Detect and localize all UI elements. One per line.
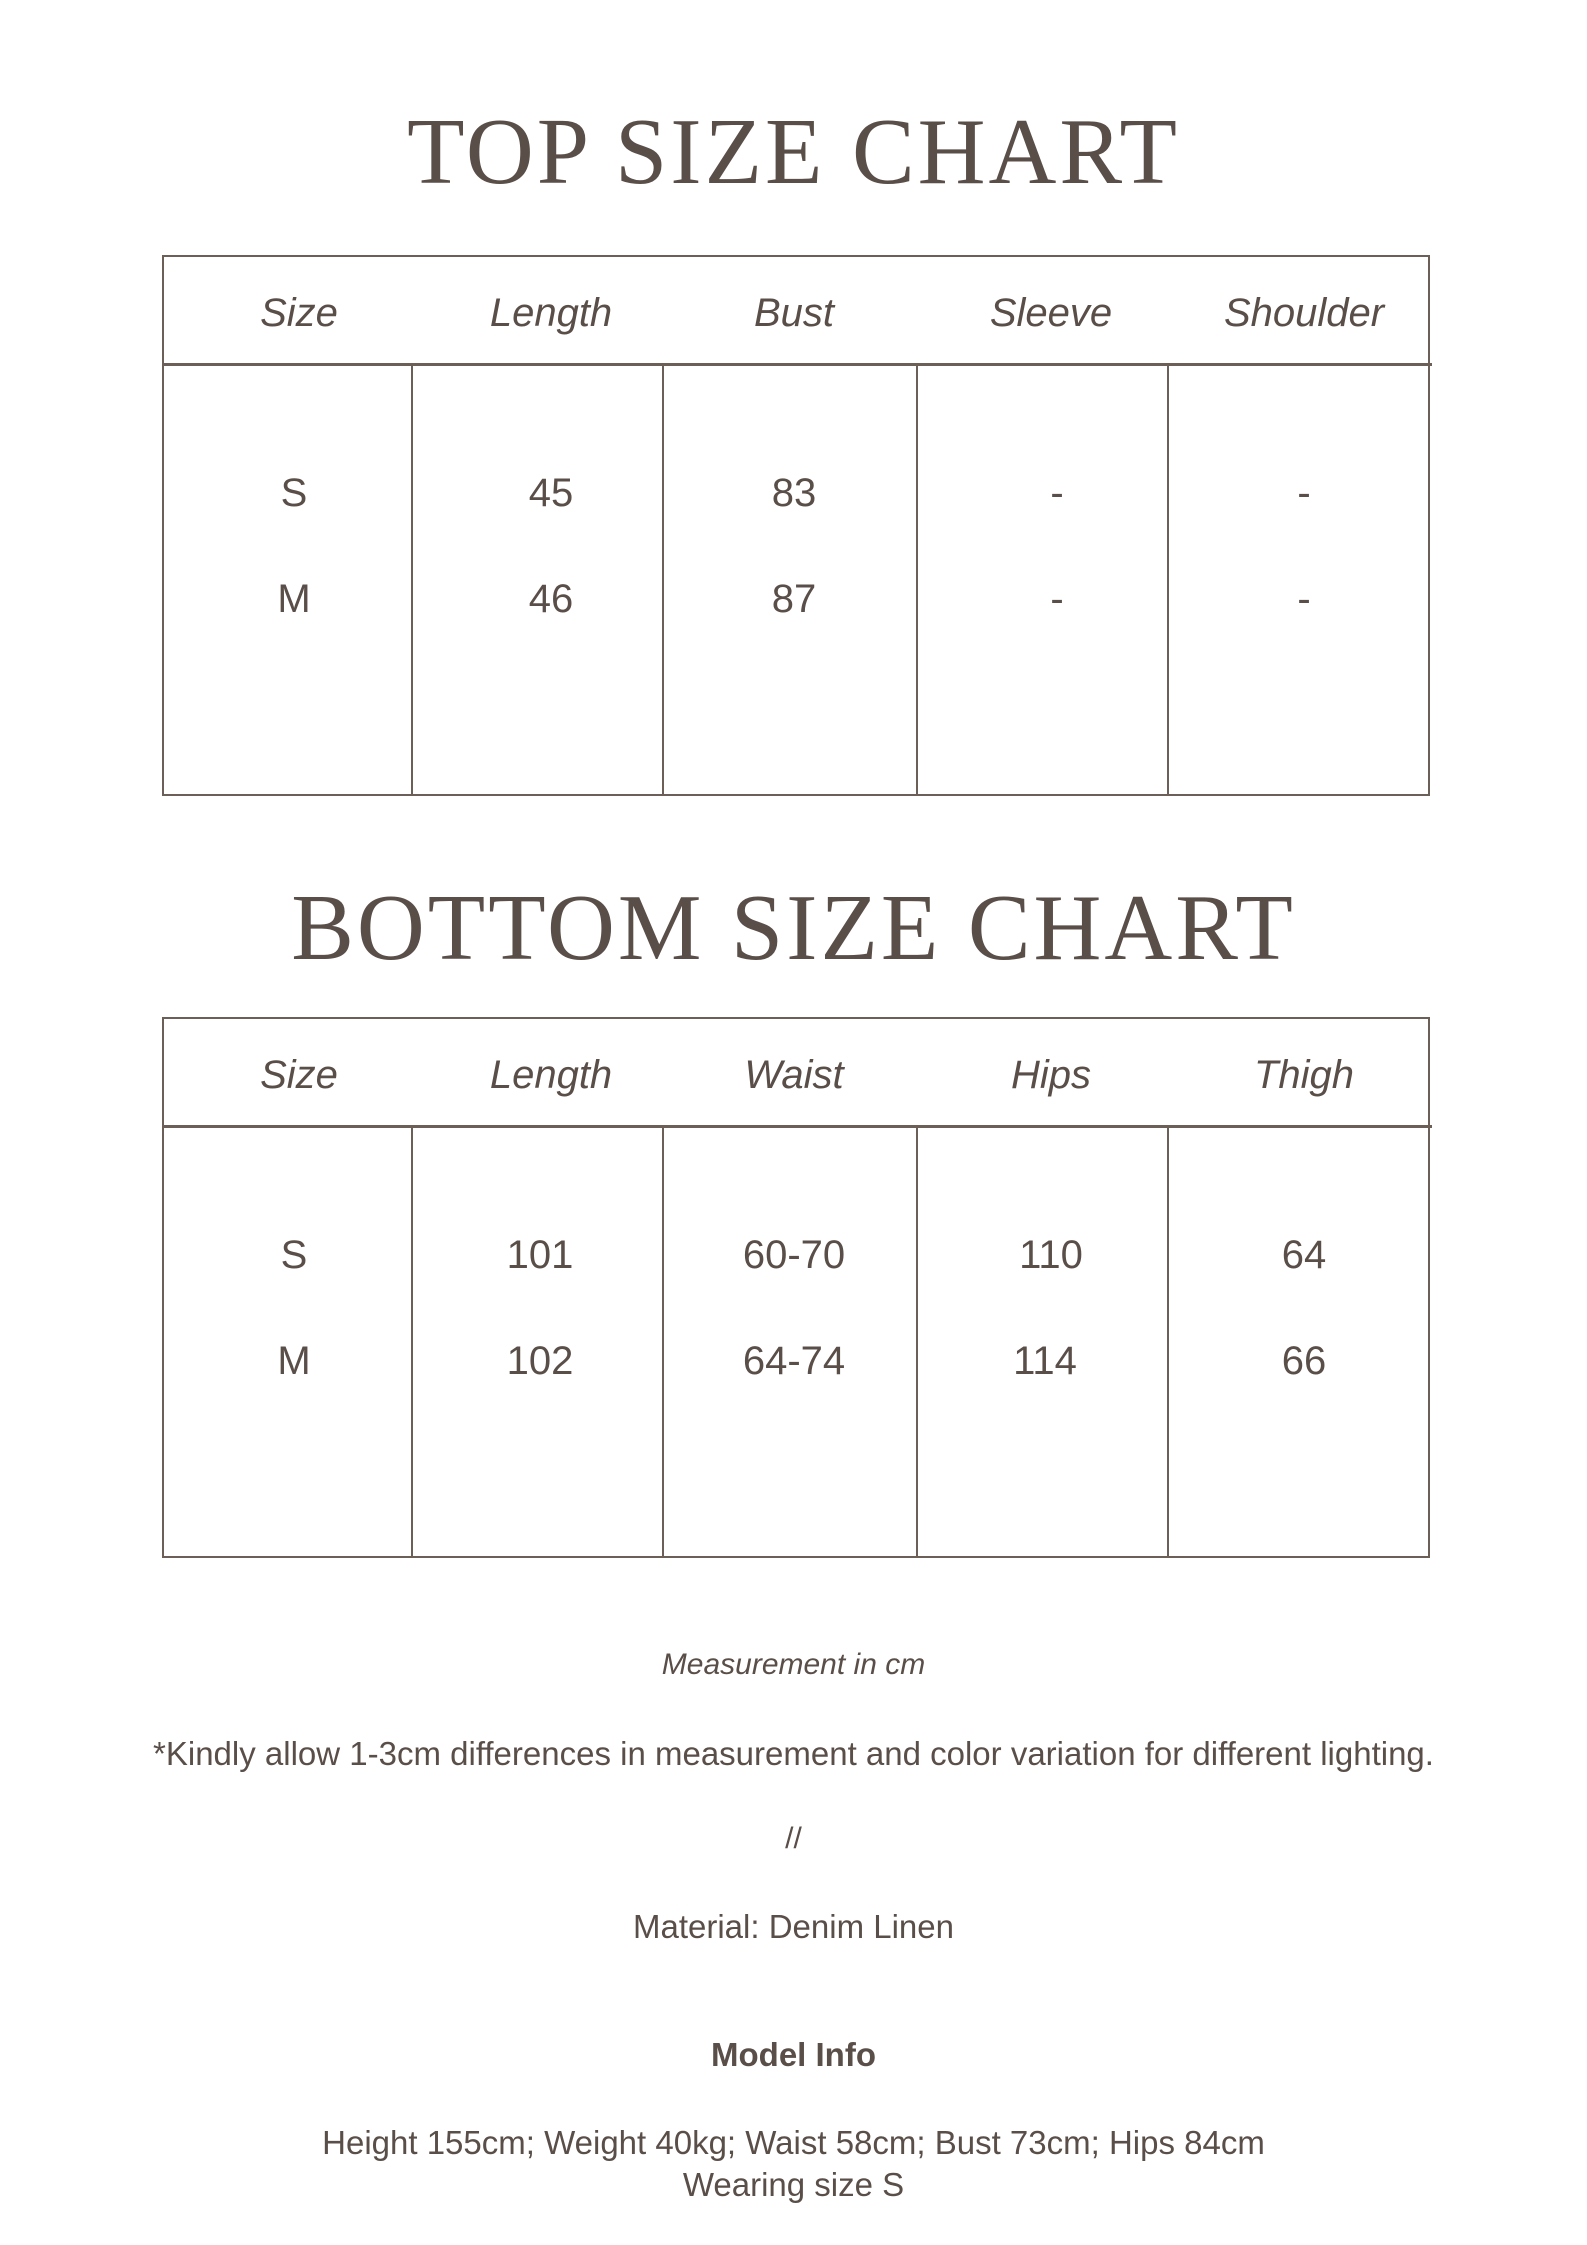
- column-divider: [916, 1126, 918, 1556]
- table-cell: 83: [771, 471, 817, 515]
- header-sleeve: Sleeve: [989, 291, 1113, 335]
- table-cell: 64-74: [742, 1339, 846, 1383]
- measurement-unit-note: Measurement in cm: [661, 1648, 926, 1681]
- header-length: Length: [489, 1053, 613, 1097]
- table-cell: 114: [1013, 1339, 1077, 1383]
- column-divider: [1167, 1126, 1169, 1556]
- header-size: Size: [260, 291, 338, 335]
- material-info: Material: Denim Linen: [633, 1908, 954, 1945]
- column-divider: [411, 364, 413, 794]
- table-cell: -: [1050, 471, 1064, 515]
- bottom-size-table: [162, 1017, 1430, 1558]
- table-header-divider: [162, 1125, 1432, 1128]
- table-cell: S: [280, 1233, 308, 1277]
- header-size: Size: [260, 1053, 338, 1097]
- table-cell: 102: [506, 1339, 574, 1383]
- table-cell: 45: [528, 471, 574, 515]
- header-length: Length: [489, 291, 613, 335]
- model-info-heading: Model Info: [711, 2036, 876, 2073]
- top-size-chart-title: TOP SIZE CHART: [407, 100, 1180, 204]
- top-size-table: [162, 255, 1430, 796]
- table-cell: -: [1297, 577, 1311, 621]
- table-cell: -: [1297, 471, 1311, 515]
- table-cell: 87: [771, 577, 817, 621]
- table-cell: 60-70: [742, 1233, 846, 1277]
- table-cell: 46: [528, 577, 574, 621]
- model-wearing-size: Wearing size S: [682, 2166, 905, 2203]
- header-bust: Bust: [753, 291, 835, 335]
- table-cell: 110: [1019, 1233, 1083, 1277]
- table-cell: S: [280, 471, 308, 515]
- model-measurements: Height 155cm; Weight 40kg; Waist 58cm; Bust 73cm; Hips 84cm: [322, 2124, 1265, 2161]
- header-waist: Waist: [744, 1053, 844, 1097]
- bottom-size-chart-title: BOTTOM SIZE CHART: [291, 876, 1296, 980]
- table-cell: -: [1050, 577, 1064, 621]
- table-cell: 64: [1281, 1233, 1327, 1277]
- header-thigh: Thigh: [1253, 1053, 1355, 1097]
- column-divider: [662, 364, 664, 794]
- header-shoulder: Shoulder: [1223, 291, 1385, 335]
- table-cell: 101: [506, 1233, 574, 1277]
- column-divider: [916, 364, 918, 794]
- table-cell: M: [277, 577, 311, 621]
- column-divider: [1167, 364, 1169, 794]
- table-header-divider: [162, 363, 1432, 366]
- table-cell: 66: [1281, 1339, 1327, 1383]
- separator: //: [785, 1822, 802, 1855]
- table-cell: M: [277, 1339, 311, 1383]
- column-divider: [411, 1126, 413, 1556]
- column-divider: [662, 1126, 664, 1556]
- header-hips: Hips: [1010, 1053, 1092, 1097]
- measurement-disclaimer: *Kindly allow 1-3cm differences in measurement and color variation for different lighting.: [153, 1735, 1434, 1772]
